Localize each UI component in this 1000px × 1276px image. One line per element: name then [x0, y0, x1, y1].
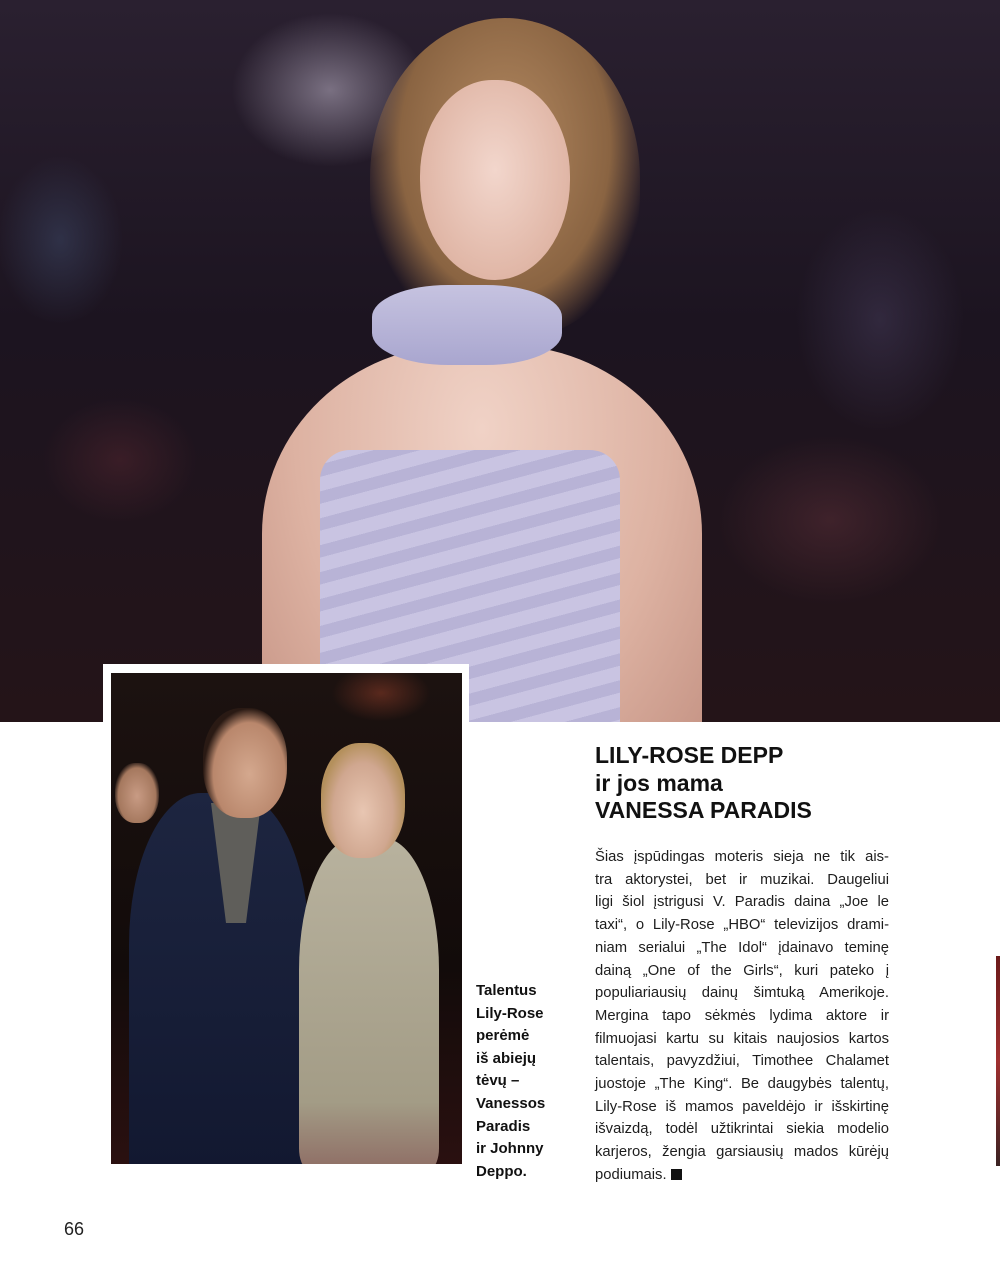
body-line: išvaizdą, todėl užtikrintai siekia modelio [595, 1121, 889, 1138]
body-line: Šias įspūdingas moteris sieja ne tik ais- [595, 849, 889, 865]
inset-photo-frame [103, 664, 469, 1172]
body-line: niam serialui „The Idol“ įdainavo teminę [595, 939, 889, 956]
body-line: Lily-Rose iš mamos paveldėjo ir išskirtinę [595, 1098, 889, 1115]
inset-bystander [115, 763, 159, 823]
caption-line: ir Johnny [476, 1140, 544, 1158]
caption-line: Deppo. [476, 1162, 527, 1180]
article-body [595, 846, 889, 1187]
caption-line: tėvų – [476, 1072, 520, 1090]
caption-line: iš abiejų [476, 1049, 537, 1067]
caption-line: Talentus [476, 982, 537, 999]
headline-line: LILY-ROSE DEPP [595, 742, 784, 768]
headline-line: ir jos mama [595, 769, 723, 796]
page-edge-strip [996, 956, 1000, 1166]
body-line: taxi“, o Lily-Rose „HBO“ televizijos drami- [595, 917, 889, 934]
body-line: juostoje „The King“. Be daugybės talentų, [595, 1076, 889, 1093]
inset-man-head [203, 708, 287, 818]
body-line: tra aktorystei, bet ir muzikai. Daugeliui [595, 871, 889, 888]
caption-line: perėmė [476, 1027, 530, 1045]
body-line: populiariausių dainų šimtuką Amerikoje. [595, 985, 889, 1002]
caption-line: Lily-Rose [476, 1004, 544, 1022]
hero-figure-scarf [372, 285, 562, 365]
body-line: filmuojasi kartu su kitais naujosios kartos [595, 1030, 889, 1047]
article-headline [595, 742, 955, 825]
body-line: dainą „One of the Girls“, kuri pateko į [595, 962, 889, 979]
page-number: 66 [64, 1219, 85, 1239]
body-line: Mergina tapo sėkmės lydima aktore ir [595, 1007, 889, 1024]
inset-photo [111, 673, 462, 1164]
photo-caption [476, 980, 566, 1183]
caption-line: Paradis [476, 1117, 531, 1135]
body-line: karjeros, žengia garsiausių mados kūrėjų [595, 1144, 889, 1161]
caption-line: Vanessos [476, 1094, 546, 1112]
body-line: talentais, pavyzdžiui, Timothee Chalamet [595, 1053, 889, 1070]
inset-woman-dress [299, 838, 439, 1164]
body-line-last [595, 1164, 889, 1187]
hero-figure-face [420, 80, 570, 280]
end-mark-icon [671, 1169, 682, 1180]
body-line: ligi šiol įstrigusi V. Paradis daina „Joe le [595, 894, 889, 911]
body-line-text: podiumais. [595, 1166, 667, 1183]
inset-woman-head [321, 743, 405, 858]
headline-line: VANESSA PARADIS [595, 797, 812, 823]
